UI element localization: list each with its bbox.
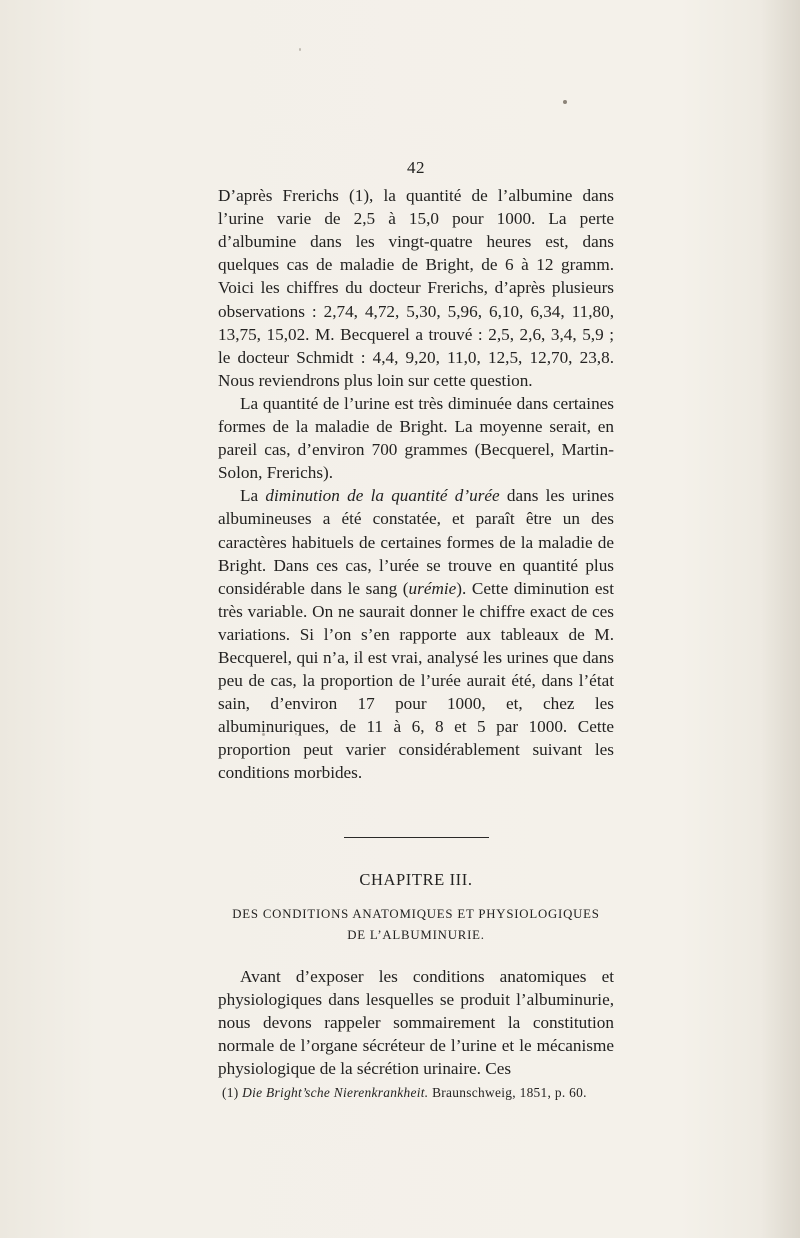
paragraph-text: D’après Frerichs (1), la quantité de l’albumine dans l’urine varie de 2,5 à 15,0 pour 1000. La perte d’albumine dans les vingt-quatre heures est, dans quelques cas de maladie de Bright, de 6 à 12 gramm. Voici les chiffres du docteur Frerichs, d’après plusieurs observations : 2,74, 4,72, 5,30, 5,96, 6,10, 6,34, 11,80, 13,75, 15,02. M. Becquerel a trouvé : 2,5, 2,6, 3,4, 5,9 ; le docteur Schmidt : 4,4, 9,20, 11,0, 12,5, 12,70, 23,8. Nous reviendrons plus loin sur cette question. [218, 186, 614, 390]
chapter-subtitle-line2: DE L’ALBUMINURIE. [347, 927, 485, 942]
page-text-block [218, 156, 614, 1102]
paragraph-text: La quantité de l’urine est très diminuée dans certaines formes de la maladie de Bright. La moyenne serait, en pareil cas, d’environ 700 grammes (Becquerel, Martin-Solon, Frerichs). [218, 393, 614, 483]
chapter-subtitle [218, 904, 614, 946]
paragraph-text: ). Cette diminution est très variable. On ne saurait donner le chiffre exact de ces variations. Si l’on s’en rapporte aux tableaux de M. Becquerel, qui n’a, il est vrai, analysé les urines que dans peu de cas, la proportion de l’urée aurait été, dans l’état sain, d’environ 17 pour 1000, et, chez les albuminuriques, de 11 à 6, 8 et 5 par 1000. Cette proportion peut varier considérablement suivant les conditions morbides. [218, 578, 614, 783]
page-number: 42 [407, 158, 425, 177]
body-paragraph [218, 184, 614, 392]
chapter-paragraph-container [218, 965, 614, 1080]
footnote-rest: Braunschweig, 1851, p. 60. [428, 1085, 587, 1101]
italic-text: diminution de la quantité d’urée [265, 486, 500, 506]
section-divider-rule [344, 837, 489, 838]
footnote-title: Die Bright’sche Nierenkrankheit. [242, 1085, 429, 1101]
page-edge-shadow [760, 0, 800, 1238]
footnote-marker: (1) [222, 1085, 243, 1101]
paper-speck [299, 48, 301, 51]
paper-speck [563, 100, 567, 104]
footnote [218, 1084, 614, 1102]
italic-text: urémie [408, 578, 457, 598]
body-paragraph [218, 484, 614, 784]
chapter-subtitle-line1: DES CONDITIONS ANATOMIQUES ET PHYSIOLOGIQUES [232, 906, 600, 921]
paragraph-text: Avant d’exposer les conditions anatomiques et physiologiques dans lesquelles se produit l’albuminurie, nous devons rappeler sommairement la constitution normale de l’organe sécréteur de l’urine et le mécanisme physiologique de la sécrétion urinaire. Ces [218, 966, 614, 1078]
paragraph-text: dans les urines albumineuses a été constatée, et paraît être un des caractères habituels de certaines formes de la maladie de Bright. Dans ces cas, l’urée se trouve en quantité plus considérable dans le sang ( [218, 486, 615, 598]
body-paragraph [218, 965, 614, 1080]
paragraph-text: La [240, 486, 266, 506]
body-paragraph [218, 392, 614, 484]
body-paragraphs [218, 184, 614, 784]
chapter-title: CHAPITRE III. [359, 869, 473, 889]
